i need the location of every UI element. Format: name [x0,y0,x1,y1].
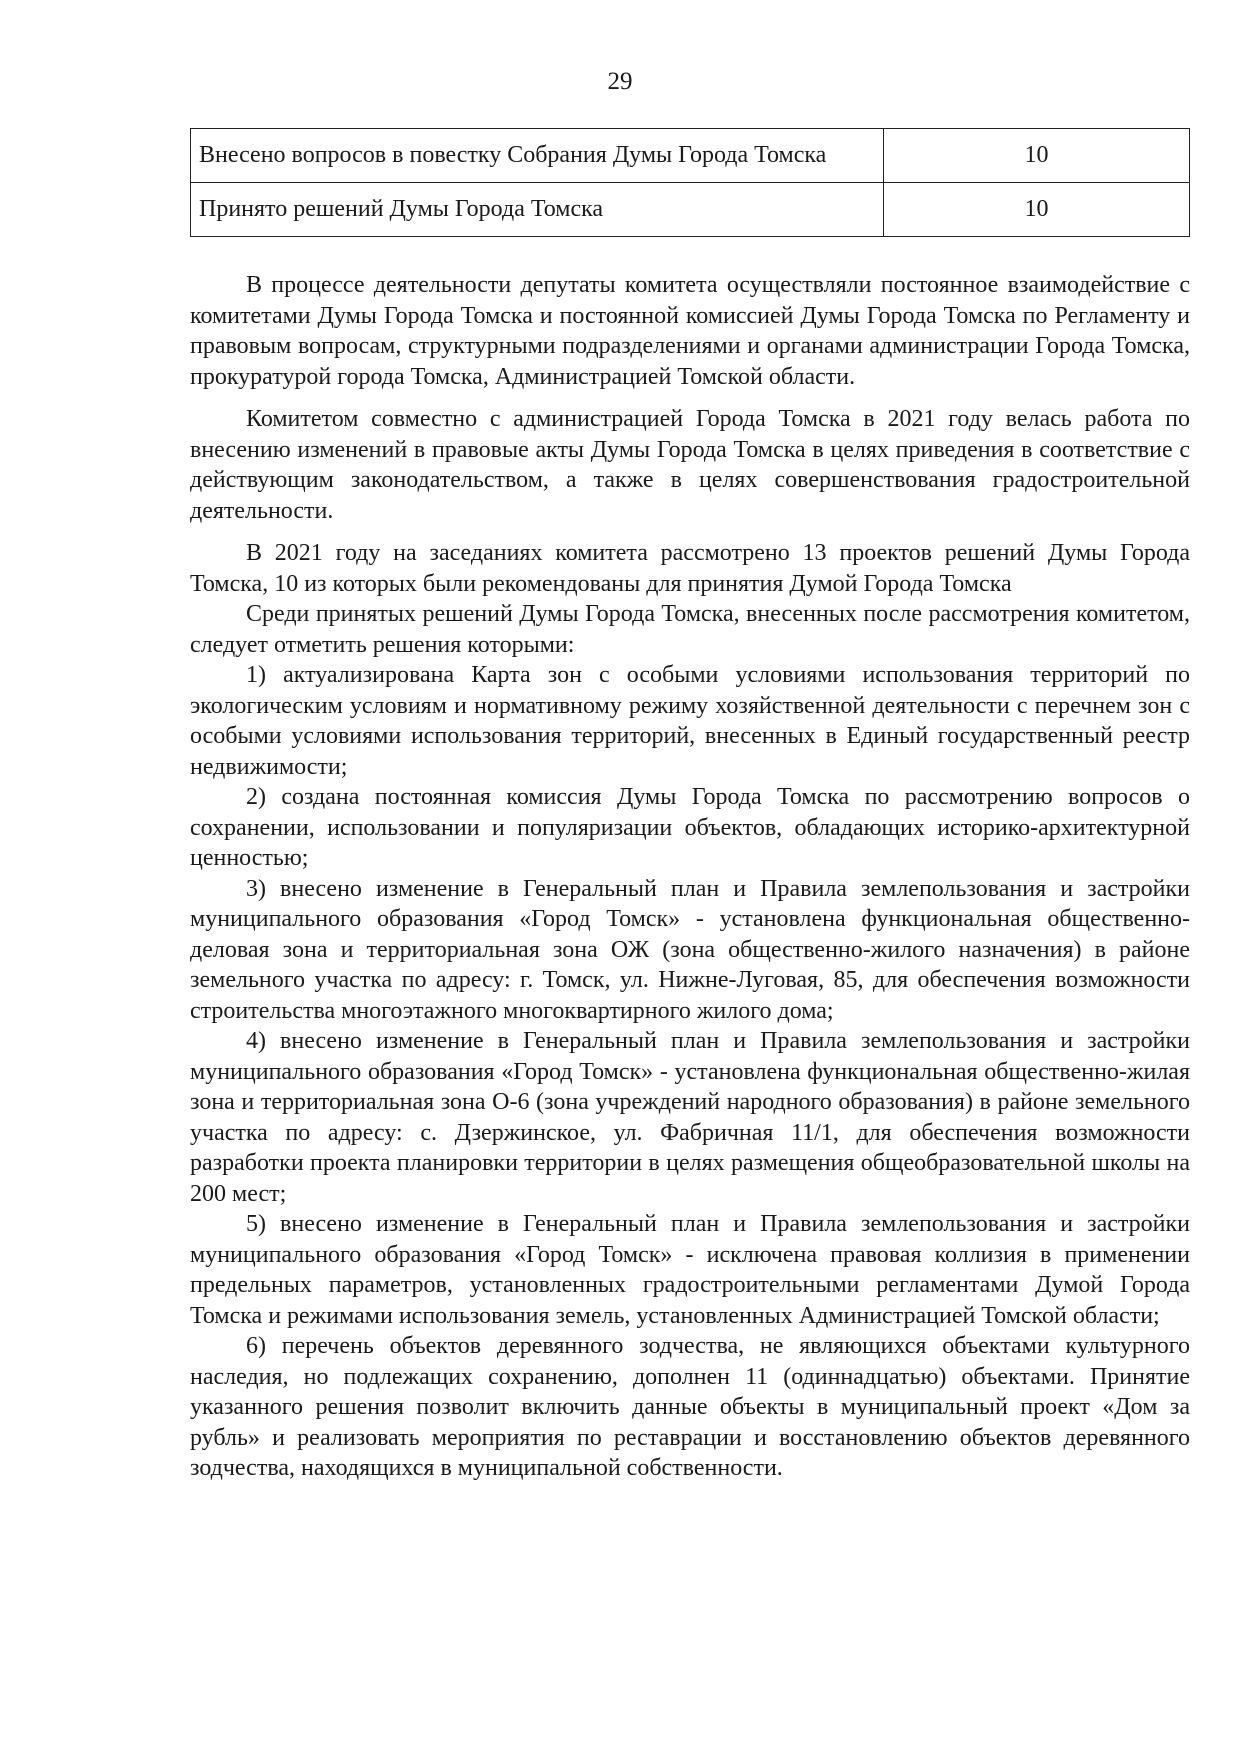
list-item: 1) актуализирована Карта зон с особыми условиями использования территорий по экологическим условиям и нормативному режиму хозяйственной деятельности с перечнем зон с особыми условиями использования территорий, внесенных в Единый государственный реестр недвижимости; [190,662,1190,780]
table-cell-value: 10 [884,129,1190,183]
paragraph-projects-count: В 2021 году на заседаниях комитета рассмотрено 13 проектов решений Думы Города Томска, 10 из которых были рекомендованы для принятия Думой Города Томска [190,540,1190,597]
table-row [191,129,1190,183]
stats-table [190,128,1190,237]
list-item: 6) перечень объектов деревянного зодчества, не являющихся объектами культурного наследия, но подлежащих сохранению, дополнен 11 (одиннадцатью) объектами. Принятие указанного решения позволит включить данные объекты в муниципальный проект «Дом за рубль» и реализовать мероприятия по реставрации и восстановлению объектов деревянного зодчества, находящихся в муниципальной собственности. [190,1333,1190,1481]
list-item: 2) создана постоянная комиссия Думы Города Томска по рассмотрению вопросов о сохранении, использовании и популяризации объектов, обладающих историко-архитектурной ценностью; [190,784,1190,871]
table-row [191,183,1190,237]
paragraph-interaction: В процессе деятельности депутаты комитета осуществляли постоянное взаимодействие с комитетами Думы Города Томска и постоянной комиссией Думы Города Томска по Регламенту и правовым вопросам, структурными подразделениями и органами администрации Города Томска, прокуратурой города Томска, Администрацией Томской области. [190,272,1190,390]
list-item: 5) внесено изменение в Генеральный план и Правила землепользования и застройки муниципального образования «Город Томск» - исключена правовая коллизия в применении предельных параметров, установленных градостроительными регламентами Думой Города Томска и режимами использования земель, установленных Администрацией Томской области; [190,1211,1190,1329]
paragraph-legal-acts: Комитетом совместно с администрацией Города Томска в 2021 году велась работа по внесению изменений в правовые акты Думы Города Томска в целях приведения в соответствие с действующим законодательством, а также в целях совершенствования градостроительной деятельности. [190,406,1190,524]
table-cell-label: Внесено вопросов в повестку Собрания Думы Города Томска [191,129,884,183]
page-number: 29 [607,68,633,95]
table-cell-value: 10 [884,183,1190,237]
list-item: 4) внесено изменение в Генеральный план и Правила землепользования и застройки муниципального образования «Город Томск» - установлена функциональная общественно-жилая зона и территориальная зона О-6 (зона учреждений народного образования) в районе земельного участка по адресу: с. Дзержинское, ул. Фабричная 11/1, для обеспечения возможности разработки проекта планировки территории в целях размещения общеобразовательной школы на 200 мест; [190,1028,1190,1207]
list-item: 3) внесено изменение в Генеральный план и Правила землепользования и застройки муниципального образования «Город Томск» - установлена функциональная общественно-деловая зона и территориальная зона ОЖ (зона общественно-жилого назначения) в районе земельного участка по адресу: г. Томск, ул. Нижне-Луговая, 85, для обеспечения возможности строительства многоэтажного многоквартирного жилого дома; [190,875,1190,1024]
document-body [190,270,1190,1484]
table-cell-label: Принято решений Думы Города Томска [191,183,884,237]
paragraph-decisions-intro: Среди принятых решений Думы Города Томска, внесенных после рассмотрения комитетом, следует отметить решения которыми: [190,601,1190,658]
